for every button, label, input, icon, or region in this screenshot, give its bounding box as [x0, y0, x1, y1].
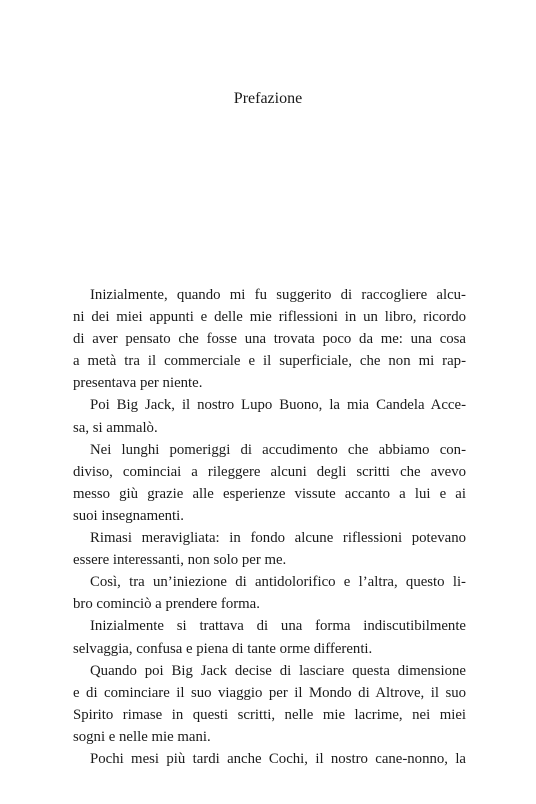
text-line: bro cominciò a prendere forma.: [73, 596, 260, 613]
text-line: Nei lunghi pomeriggi di accudimento che abbiamo con-: [90, 441, 466, 458]
text-line: sa, si ammalò.: [73, 419, 158, 436]
text-line: Pochi mesi più tardi anche Cochi, il nostro cane-nonno, la: [90, 750, 466, 767]
text-line: Quando poi Big Jack decise di lasciare questa dimensione: [90, 662, 466, 679]
text-line: e di cominciare il suo viaggio per il Mondo di Altrove, il suo: [73, 684, 466, 701]
text-line: messo giù grazie alle esperienze vissute accanto a lui e ai: [73, 485, 466, 502]
text-line: Inizialmente, quando mi fu suggerito di raccogliere alcu-: [90, 287, 466, 303]
text-line: Poi Big Jack, il nostro Lupo Buono, la mia Candela Acce-: [90, 397, 466, 414]
text-line: Inizialmente si trattava di una forma indiscutibilmente: [90, 618, 466, 635]
text-line: ni dei miei appunti e delle mie riflessioni in un libro, ricordo: [73, 309, 466, 326]
body-text: [73, 284, 466, 770]
text-line: a metà tra il commerciale e il superficiale, che non mi rap-: [73, 353, 466, 370]
page-title: Prefazione: [233, 90, 303, 107]
text-line: Così, tra un’iniezione di antidolorifico e l’altra, questo li-: [90, 574, 466, 591]
text-line: Spirito rimase in questi scritti, nelle mie lacrime, nei miei: [73, 706, 466, 723]
text-line: suoi insegnamenti.: [73, 507, 184, 524]
text-line: selvaggia, confusa e piena di tante orme differenti.: [73, 640, 373, 657]
text-line: sogni e nelle mie mani.: [73, 728, 211, 745]
text-line: essere interessanti, non solo per me.: [73, 552, 287, 569]
text-line: Rimasi meravigliata: in fondo alcune riflessioni potevano: [90, 530, 466, 547]
text-line: presentava per niente.: [73, 375, 203, 392]
text-line: di aver pensato che fosse una trovata poco da me: una cosa: [73, 331, 466, 348]
text-line: diviso, cominciai a rileggere alcuni degli scritti che avevo: [73, 463, 466, 480]
